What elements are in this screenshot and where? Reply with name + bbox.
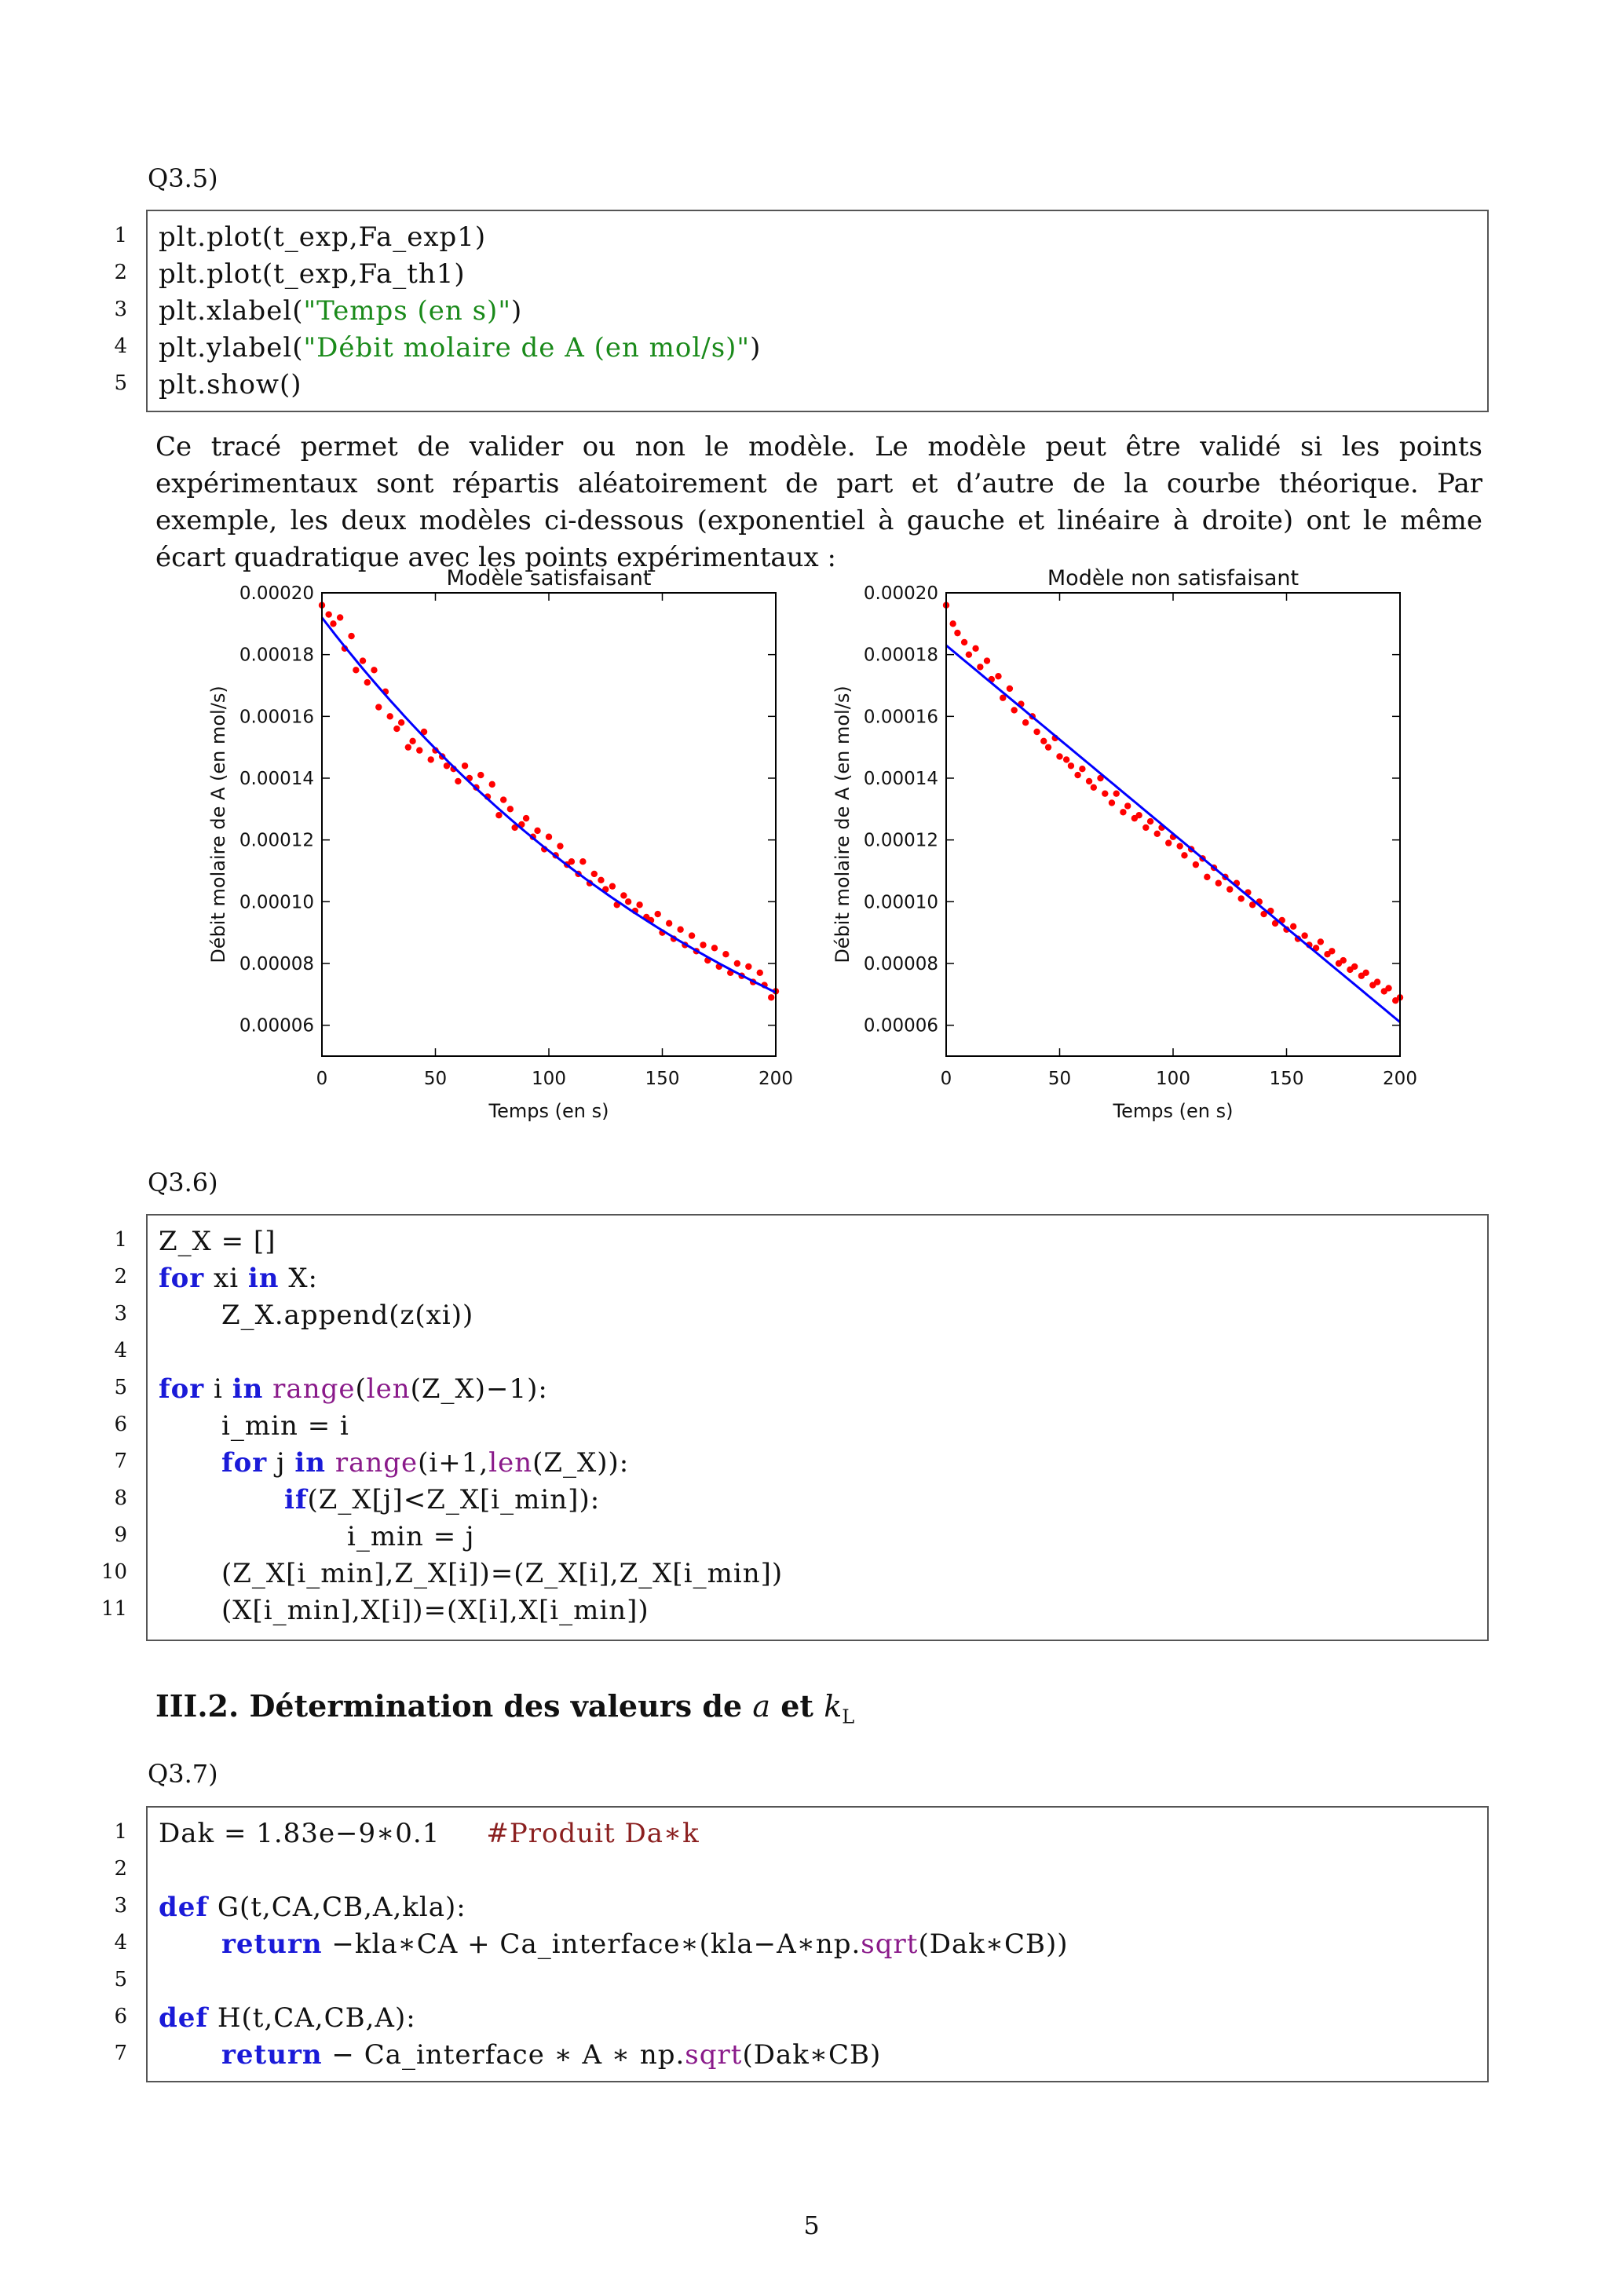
- plot-frame: [322, 593, 776, 1056]
- data-point: [1120, 809, 1126, 815]
- data-point: [1385, 985, 1391, 991]
- data-point: [961, 639, 967, 645]
- chart-title: Modèle satisfaisant: [446, 566, 652, 590]
- code-token: return: [221, 1929, 323, 1960]
- data-point: [1238, 895, 1245, 901]
- y-axis-label: Débit molaire de A (en mol/s): [207, 686, 229, 963]
- code-token: Z_X = []: [159, 1226, 276, 1257]
- data-point: [757, 970, 763, 976]
- data-point: [734, 960, 740, 967]
- data-point: [387, 713, 393, 719]
- data-point: [689, 932, 695, 938]
- data-point: [949, 620, 956, 627]
- data-point: [375, 704, 382, 710]
- data-point: [1113, 790, 1120, 796]
- code-token: H(t,CA,CB,A):: [208, 2002, 416, 2034]
- code-token: X:: [279, 1263, 318, 1294]
- code-token: i: [204, 1373, 232, 1405]
- code-token: i_min = i: [221, 1410, 349, 1442]
- code-token: j: [267, 1447, 295, 1479]
- data-point: [954, 630, 960, 636]
- line-number: 7: [114, 2042, 127, 2065]
- code-token: in: [232, 1373, 264, 1405]
- y-tick-label: 0.00020: [863, 583, 938, 604]
- code-line: [159, 2000, 416, 2037]
- data-point: [489, 781, 495, 788]
- data-point: [1142, 824, 1149, 831]
- y-tick-label: 0.00006: [863, 1015, 938, 1036]
- data-point: [677, 927, 683, 933]
- code-line: [221, 2037, 881, 2074]
- code-line: [347, 1519, 475, 1556]
- data-point: [1215, 880, 1222, 887]
- data-point: [477, 772, 484, 778]
- code-line: [159, 1260, 318, 1297]
- data-point: [337, 614, 343, 620]
- y-tick-label: 0.00016: [239, 707, 314, 728]
- data-point: [977, 664, 983, 670]
- data-point: [1193, 861, 1199, 868]
- data-point: [1102, 790, 1108, 796]
- code-token: [263, 1373, 272, 1405]
- code-token: "Débit molaire de A (en mol/s)": [303, 332, 751, 364]
- data-point: [568, 858, 575, 865]
- code-line: [159, 1371, 548, 1408]
- line-number: 7: [114, 1450, 127, 1473]
- data-point: [557, 843, 563, 849]
- code-token: sqrt: [861, 1929, 919, 1960]
- line-number: 2: [114, 1857, 127, 1881]
- data-point: [579, 858, 586, 865]
- x-tick-label: 200: [1383, 1069, 1417, 1089]
- x-axis-label: Temps (en s): [1113, 1100, 1234, 1122]
- code-token: (Z_X[j]<Z_X[i_min]):: [307, 1484, 601, 1515]
- code-token: (Dak∗CB)): [918, 1929, 1069, 1960]
- line-number: 1: [114, 1228, 127, 1252]
- data-point: [398, 719, 404, 726]
- data-point: [1340, 957, 1347, 963]
- y-tick-label: 0.00014: [239, 769, 314, 789]
- plot-frame: [946, 593, 1400, 1056]
- x-tick-label: 50: [1047, 1069, 1072, 1089]
- data-point: [371, 667, 377, 673]
- data-point: [1074, 772, 1080, 778]
- q36-label: Q3.6): [148, 1168, 218, 1197]
- code-token: −kla∗CA + Ca_interface∗(kla−A∗np.: [322, 1929, 861, 1960]
- code-token: (Z_X)−1):: [410, 1373, 548, 1405]
- code-token: plt.show(): [159, 369, 302, 400]
- page-number: 5: [803, 2210, 820, 2240]
- y-tick-label: 0.00006: [239, 1015, 314, 1036]
- data-point: [1068, 762, 1074, 769]
- data-point: [1109, 799, 1115, 806]
- data-point: [364, 679, 371, 686]
- y-tick-label: 0.00012: [239, 830, 314, 851]
- y-tick-label: 0.00014: [863, 769, 938, 789]
- code-token: (i+1,: [418, 1447, 489, 1479]
- y-tick-label: 0.00018: [863, 645, 938, 666]
- y-tick-label: 0.00012: [863, 830, 938, 851]
- code-line: [284, 1482, 600, 1519]
- body-paragraph: [155, 429, 1482, 576]
- data-point: [1091, 784, 1097, 791]
- x-tick-label: 200: [758, 1069, 793, 1089]
- data-point: [455, 778, 461, 784]
- data-point: [1135, 812, 1142, 818]
- data-point: [534, 828, 540, 834]
- code-line: [159, 330, 761, 367]
- data-point: [416, 747, 422, 753]
- data-point: [1181, 852, 1187, 858]
- heading-prefix: III.2. Détermination des valeurs de: [155, 1688, 753, 1724]
- line-number: 3: [114, 298, 127, 321]
- data-point: [700, 941, 706, 948]
- x-tick-label: 150: [645, 1069, 680, 1089]
- data-point: [1165, 839, 1172, 846]
- code-token: in: [294, 1447, 327, 1479]
- q35-code-block: [146, 210, 1489, 412]
- model-curve: [946, 645, 1400, 1022]
- data-point: [1124, 803, 1131, 809]
- data-point: [495, 812, 502, 818]
- data-point: [507, 806, 514, 812]
- data-point: [409, 738, 415, 744]
- data-point: [636, 901, 642, 908]
- code-token: len: [366, 1373, 411, 1405]
- data-point: [1079, 766, 1085, 772]
- data-point: [598, 877, 604, 883]
- code-token: (X[i_min],X[i])=(X[i],X[i_min]): [221, 1595, 649, 1626]
- code-token: plt.plot(t_exp,Fa_exp1): [159, 221, 487, 253]
- line-number: 2: [114, 1265, 127, 1289]
- code-line: [159, 219, 486, 256]
- data-point: [1374, 978, 1380, 985]
- data-point: [1033, 729, 1040, 735]
- y-tick-label: 0.00010: [239, 892, 314, 913]
- code-token: (: [355, 1373, 367, 1405]
- code-line: [159, 1889, 466, 1926]
- code-line: [221, 1445, 629, 1482]
- code-token: Z_X.append(z(xi)): [221, 1300, 474, 1331]
- code-token: plt.xlabel(: [159, 295, 304, 327]
- x-tick-label: 100: [1156, 1069, 1190, 1089]
- data-point: [428, 756, 434, 762]
- paragraph-text: Ce tracé permet de valider ou non le modèle. Le modèle peut être validé si les points expérimentaux sont répartis aléatoirement de part et d’autre de la courbe théorique. Par exemple, les deux modèles ci-dessous (exponentiel à gauche et linéaire à droite) ont le même écart quadratique avec les points expérimentaux :: [155, 431, 1482, 573]
- line-number: 1: [114, 224, 127, 247]
- chart-modele-satisfaisant: [196, 561, 809, 1127]
- x-tick-label: 50: [423, 1069, 448, 1089]
- line-number: 10: [101, 1560, 127, 1584]
- code-token: ): [510, 295, 523, 327]
- code-token: plt.plot(t_exp,Fa_th1): [159, 258, 466, 290]
- y-axis-label: Débit molaire de A (en mol/s): [832, 686, 854, 963]
- code-token: sqrt: [685, 2039, 743, 2071]
- y-tick-label: 0.00016: [863, 707, 938, 728]
- data-point: [353, 667, 359, 673]
- code-token: len: [488, 1447, 533, 1479]
- data-point: [972, 645, 978, 652]
- data-point: [966, 651, 972, 657]
- chart-title: Modèle non satisfaisant: [1047, 566, 1299, 590]
- data-point: [1351, 963, 1358, 970]
- line-number: 5: [114, 1968, 127, 1991]
- line-number: 4: [114, 1339, 127, 1362]
- code-token: in: [247, 1263, 280, 1294]
- code-token: ): [750, 332, 762, 364]
- data-point: [1011, 707, 1018, 713]
- data-point: [393, 726, 400, 732]
- data-point: [768, 994, 774, 1000]
- heading-var-a: a: [752, 1689, 771, 1724]
- data-point: [546, 834, 552, 840]
- line-number: 6: [114, 2005, 127, 2028]
- model-curve: [322, 618, 776, 993]
- chart-modele-non-satisfaisant: [821, 561, 1433, 1127]
- x-tick-label: 100: [532, 1069, 566, 1089]
- data-point: [666, 920, 672, 927]
- data-point: [1290, 923, 1296, 930]
- code-token: Dak = 1.83e−9∗0.1: [159, 1818, 487, 1849]
- code-token: #Produit Da∗k: [486, 1818, 700, 1849]
- code-token: def: [159, 1892, 209, 1923]
- code-token: return: [221, 2039, 323, 2071]
- code-token: range: [272, 1373, 356, 1405]
- data-point: [745, 963, 751, 970]
- line-number: 4: [114, 1931, 127, 1954]
- line-number: 4: [114, 335, 127, 358]
- code-token: for: [159, 1373, 205, 1405]
- code-token: xi: [204, 1263, 248, 1294]
- y-tick-label: 0.00008: [239, 954, 314, 974]
- data-point: [500, 796, 506, 803]
- y-tick-label: 0.00008: [863, 954, 938, 974]
- code-token: "Temps (en s)": [303, 295, 511, 327]
- code-line: [159, 293, 522, 330]
- x-axis-label: Temps (en s): [488, 1100, 609, 1122]
- data-point: [609, 883, 616, 889]
- heading-mid: et: [770, 1688, 824, 1724]
- data-point: [1056, 753, 1062, 759]
- code-token: plt.ylabel(: [159, 332, 304, 364]
- y-tick-label: 0.00020: [239, 583, 314, 604]
- line-number: 1: [114, 1820, 127, 1844]
- data-point: [1063, 756, 1069, 762]
- data-point: [591, 871, 598, 877]
- code-line: [159, 256, 466, 293]
- heading-var-k: k: [824, 1689, 843, 1724]
- data-point: [722, 951, 729, 957]
- q36-code-block: [146, 1214, 1489, 1641]
- data-point: [405, 744, 411, 750]
- line-number: 8: [114, 1486, 127, 1510]
- data-point: [655, 911, 661, 917]
- data-point: [625, 898, 631, 905]
- data-point: [1022, 719, 1029, 726]
- data-point: [360, 657, 366, 664]
- data-point: [1007, 686, 1013, 692]
- y-tick-label: 0.00018: [239, 645, 314, 666]
- x-tick-label: 150: [1269, 1069, 1304, 1089]
- code-token: range: [334, 1447, 419, 1479]
- code-token: − Ca_interface ∗ A ∗ np.: [322, 2039, 685, 2071]
- data-point: [1204, 874, 1210, 880]
- code-line: [221, 1592, 649, 1629]
- x-tick-label: 0: [316, 1069, 328, 1089]
- data-point: [348, 633, 354, 639]
- data-point: [325, 611, 331, 617]
- line-number: 9: [114, 1523, 127, 1547]
- data-point: [1301, 932, 1307, 938]
- data-point: [462, 762, 468, 769]
- data-point: [1318, 938, 1324, 945]
- data-point: [1045, 744, 1051, 750]
- code-line: [221, 1926, 1068, 1963]
- code-token: if: [284, 1484, 308, 1515]
- line-number: 3: [114, 1302, 127, 1325]
- data-point: [1329, 948, 1335, 954]
- q37-label: Q3.7): [148, 1759, 218, 1789]
- data-point: [1154, 831, 1161, 837]
- code-token: (Dak∗CB): [742, 2039, 882, 2071]
- code-token: for: [221, 1447, 268, 1479]
- code-token: G(t,CA,CB,A,kla):: [208, 1892, 466, 1923]
- code-line: [221, 1556, 783, 1592]
- data-point: [330, 620, 336, 627]
- data-point: [620, 892, 627, 898]
- q37-code-block: [146, 1806, 1489, 2082]
- line-number: 2: [114, 261, 127, 284]
- line-number: 6: [114, 1413, 127, 1436]
- line-number: 5: [114, 1376, 127, 1399]
- data-point: [711, 945, 718, 951]
- code-line: [221, 1408, 349, 1445]
- code-token: i_min = j: [347, 1521, 475, 1552]
- y-tick-label: 0.00010: [863, 892, 938, 913]
- code-token: [326, 1447, 335, 1479]
- data-point: [523, 815, 529, 821]
- line-number: 5: [114, 371, 127, 395]
- x-tick-label: 0: [940, 1069, 952, 1089]
- data-point: [1040, 738, 1047, 744]
- line-number: 11: [101, 1597, 127, 1621]
- code-line: [159, 367, 302, 404]
- data-point: [1176, 843, 1183, 849]
- heading-sub-l: L: [842, 1706, 855, 1728]
- data-point: [1147, 818, 1153, 824]
- data-point: [1362, 970, 1369, 976]
- code-token: (Z_X)):: [532, 1447, 630, 1479]
- data-point: [1226, 886, 1233, 892]
- data-point: [984, 657, 990, 664]
- code-line: [159, 1815, 700, 1852]
- code-token: for: [159, 1263, 205, 1294]
- code-token: def: [159, 2002, 209, 2034]
- data-point: [1086, 778, 1092, 784]
- code-line: [159, 1223, 276, 1260]
- code-token: (Z_X[i_min],Z_X[i])=(Z_X[i],Z_X[i_min]): [221, 1558, 784, 1589]
- line-number: 3: [114, 1894, 127, 1918]
- section-heading: [155, 1688, 854, 1728]
- code-line: [221, 1297, 473, 1334]
- q35-label: Q3.5): [148, 163, 218, 193]
- data-point: [995, 673, 1001, 679]
